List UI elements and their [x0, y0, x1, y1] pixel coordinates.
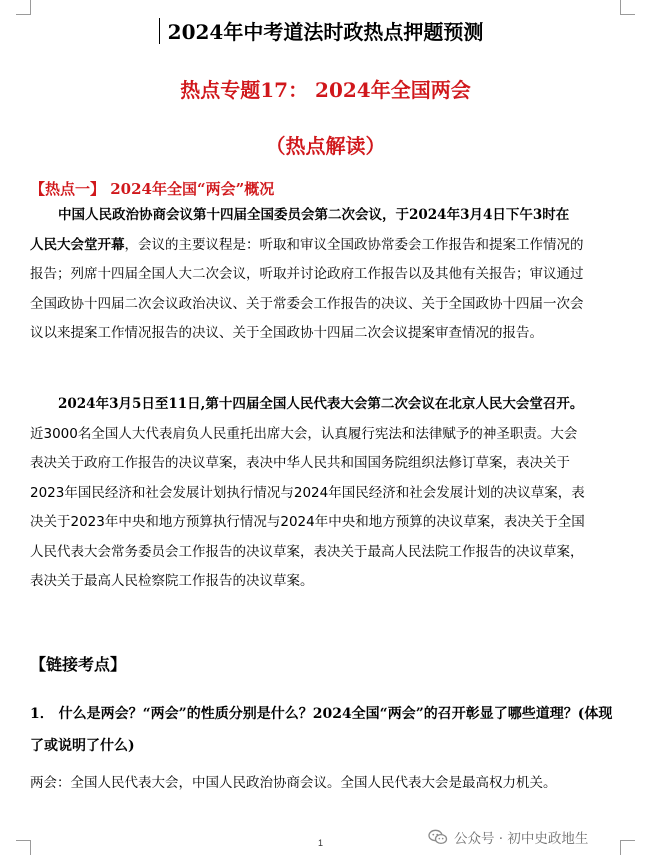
question-1 — [30, 698, 622, 762]
question-line: 了或说明了什么) — [30, 738, 135, 754]
wechat-icon — [428, 829, 448, 845]
paragraph-line: 近3000名全国人大代表肩负人民重托出席大会，认真履行宪法和法律赋予的神圣职责。大会 — [30, 425, 578, 442]
watermark — [428, 824, 588, 850]
body-text: ，会议的主要议程是：听取和审议全国政协常委会工作报告和提案工作情况的 — [124, 236, 584, 253]
question-line: 1． 什么是两会？“两会”的性质分别是什么？2024全国“两会”的召开彰显了哪些道理？(体现 — [30, 706, 613, 722]
watermark-text: 公众号 · 初中史政地生 — [454, 831, 589, 847]
page-number: 1 — [318, 838, 324, 848]
paragraph-cppcc — [30, 201, 622, 349]
paragraph-npc — [30, 390, 622, 597]
paragraph-line: 中国人民政治协商会议第十四届全国委员会第二次会议，于2024年3月4日下午3时在 — [58, 207, 570, 223]
page-title: 2024年中考道法时政热点押题预测 — [167, 20, 484, 44]
paragraph-line — [30, 231, 622, 261]
crop-mark-top-right — [620, 0, 635, 15]
paragraph-line: 全国政协十四届二次会议政治决议、关于常委会工作报告的决议、关于全国政协十四届一次会 — [30, 295, 584, 312]
paragraph-line: 决关于2023年中央和地方预算执行情况与2024年中央和地方预算的决议草案，表决关于全国 — [30, 514, 585, 530]
paragraph-line: 议以来提案工作情况报告的决议、关于全国政协十四届二次会议提案审查情况的报告。 — [30, 325, 543, 341]
topic-subtitle: （热点解读） — [265, 134, 386, 158]
paragraph-line: 人民代表大会常务委员会工作报告的决议草案，表决关于最高人民法院工作报告的决议草案， — [30, 543, 584, 560]
section-heading-hotspot-1: 【热点一】 2024年全国“两会”概况 — [30, 180, 275, 198]
topic-title: 热点专题17： 2024年全国两会 — [180, 78, 471, 102]
paragraph-line: 2023年国民经济和社会发展计划执行情况与2024年国民经济和社会发展计划的决议草案，表 — [30, 484, 585, 501]
paragraph-line: 表决关于最高人民检察院工作报告的决议草案。 — [30, 573, 314, 589]
paragraph-line: 报告；列席十四届全国人大二次会议，听取并讨论政府工作报告以及其他有关报告；审议通过 — [30, 266, 584, 282]
crop-mark-bottom-left — [16, 840, 31, 855]
paragraph-line: 表决关于政府工作报告的决议草案，表决中华人民共和国国务院组织法修订草案，表决关于 — [30, 455, 570, 471]
answer-text: 两会：全国人民代表大会，中国人民政治协商会议。全国人民代表大会是最高权力机关。 — [30, 775, 557, 791]
crop-mark-top-left — [16, 0, 31, 15]
paragraph-line: 2024年3月5日至11日,第十四届全国人民代表大会第二次会议在北京人民大会堂召开。 — [58, 396, 584, 412]
bold-text: 人民大会堂开幕 — [30, 236, 125, 253]
section-heading-exam-links: 【链接考点】 — [30, 655, 127, 674]
crop-mark-bottom-right — [620, 840, 635, 855]
